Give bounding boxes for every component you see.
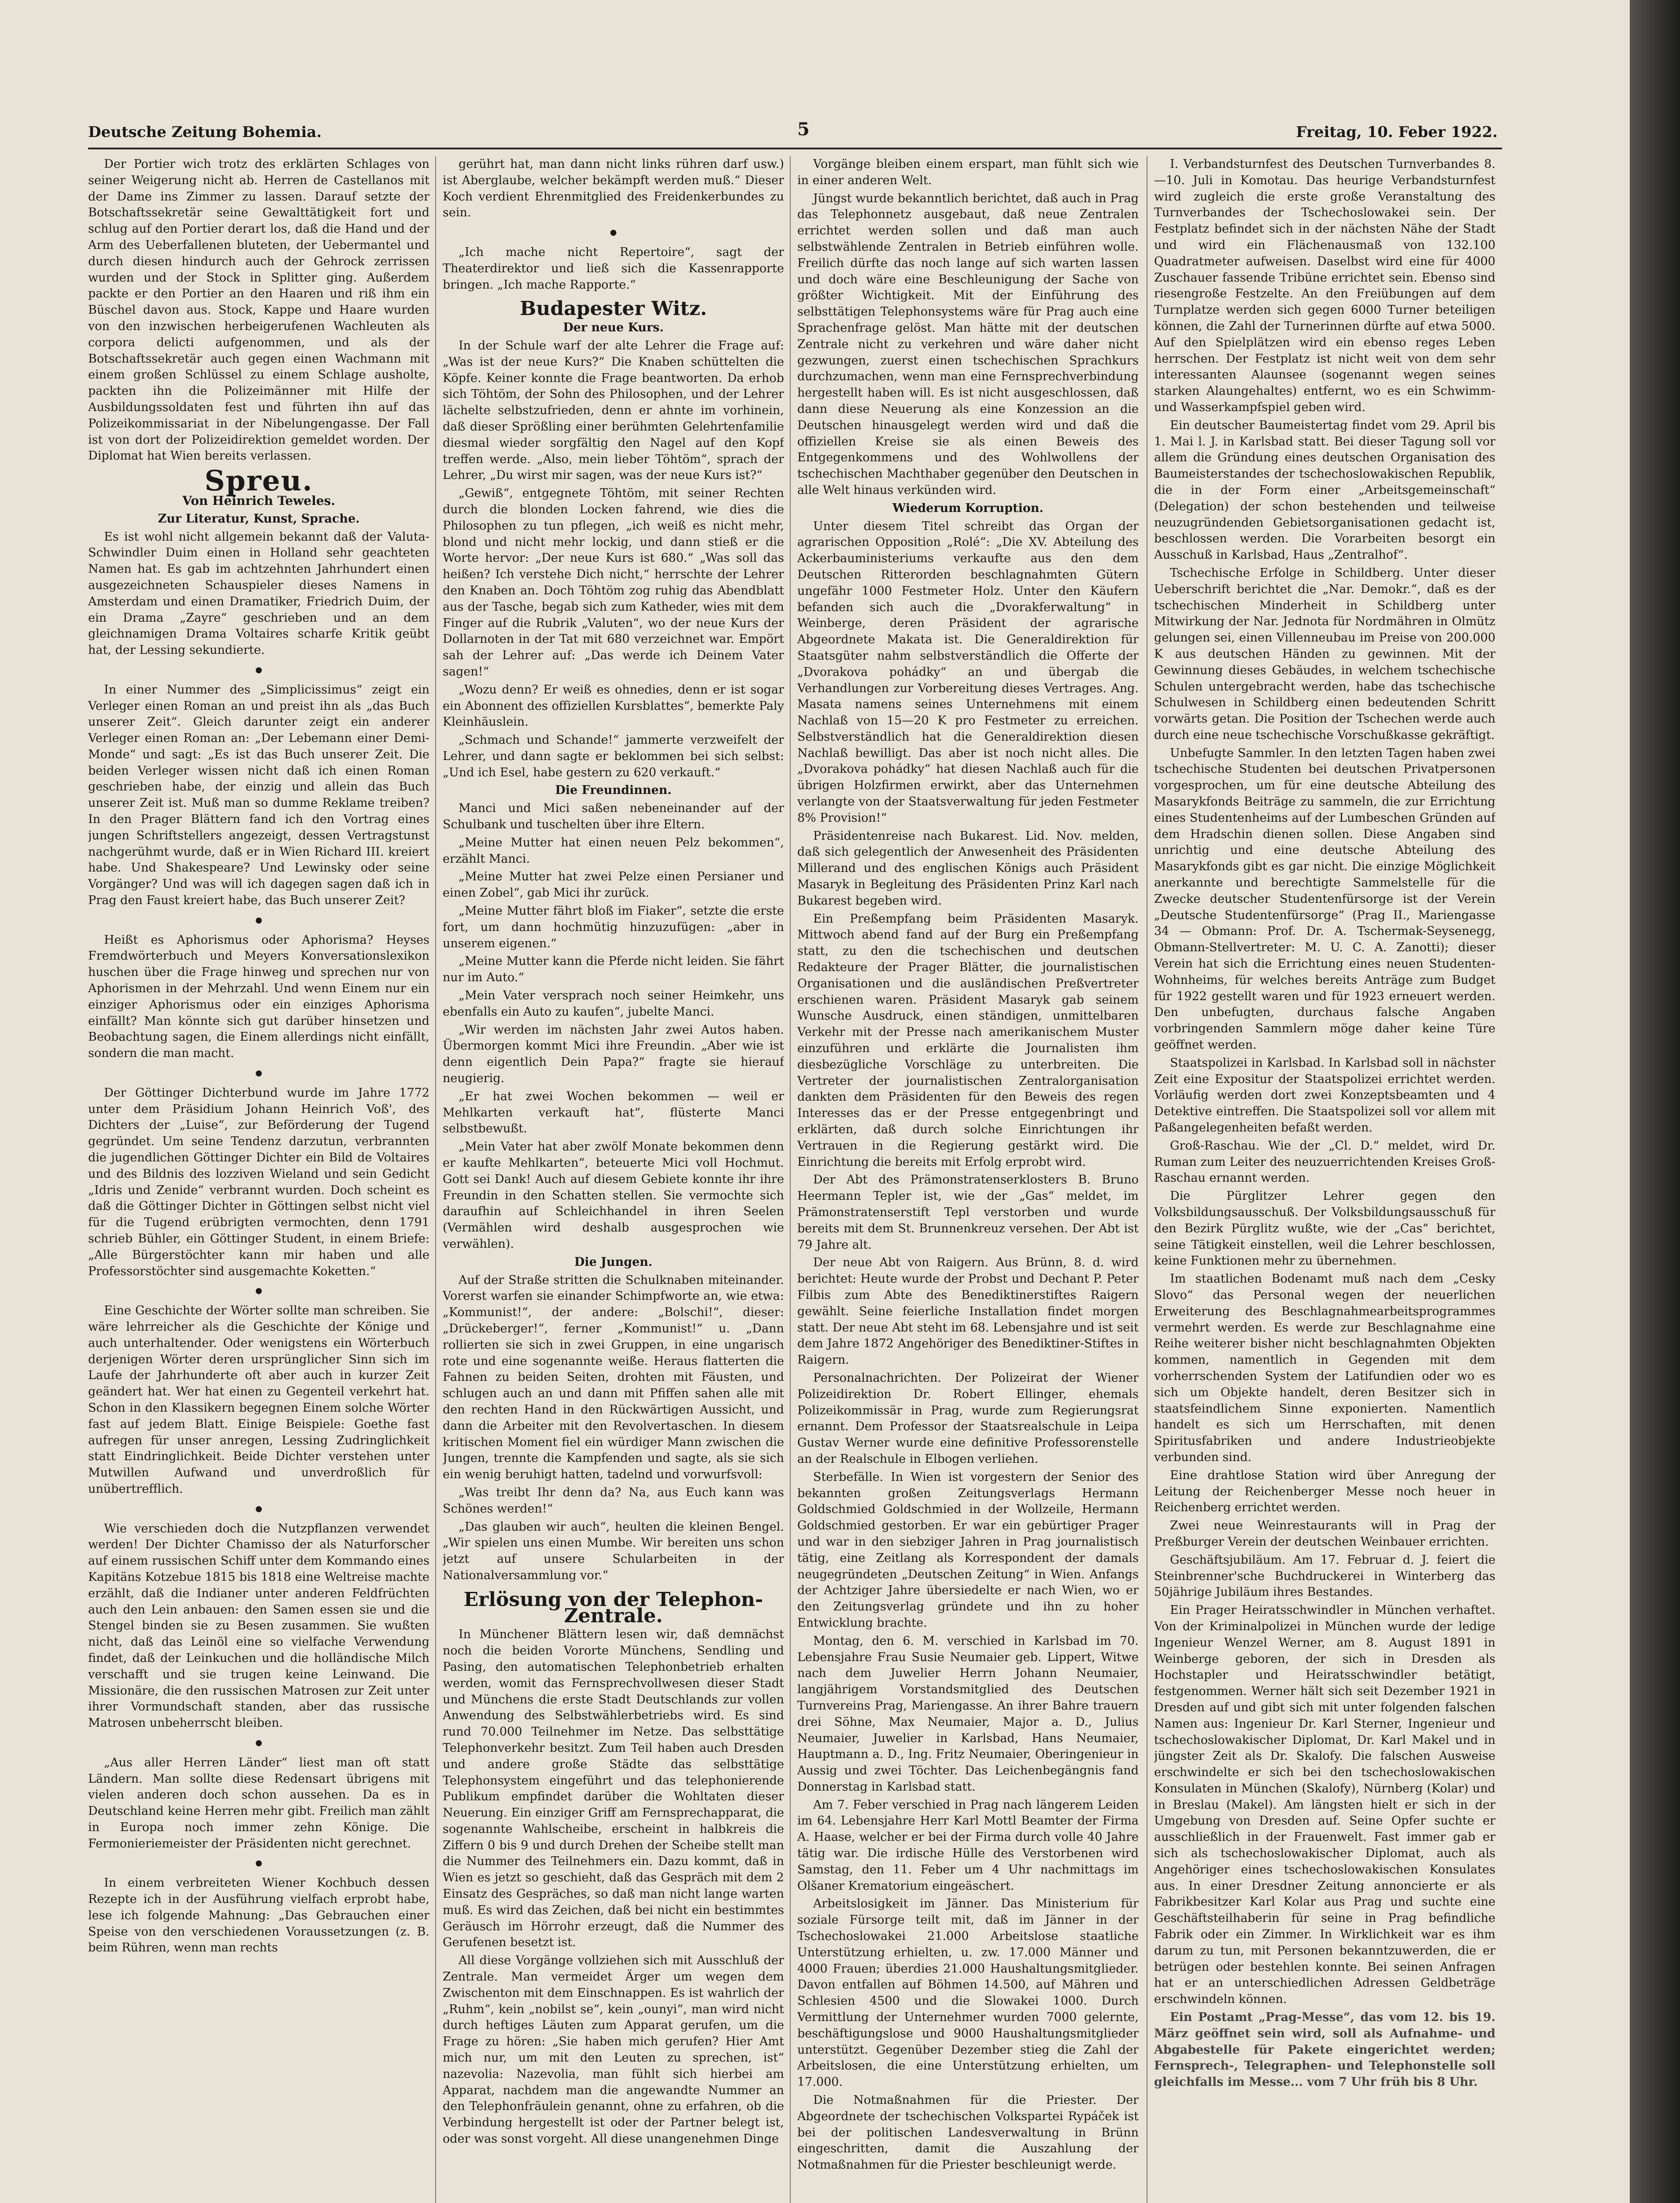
article-paragraph: Wie verschieden doch die Nutzpflanzen verwendet werden! Der Dichter Chamisso der als Naturforscher auf einem russischen Schiff unter dem Kommando eines Kapitäns Kotzebue 1815 bis 1818 eine Weltreise machte erzählt, daß die Indianer unter anderen Feldfrüchten auch den Lein anbauen: den Samen essen sie und die Stengel binden sie zu Besen zusammen. Sie wußten nicht, daß das Leinöl eine so vielfache Verwendung findet, daß der Leinkuchen und die holländische Milch verschafft und sie trugen keine Leinwand. Die Missionäre, die den russischen Matrosen zur Zeit unter ihrer Vormundschaft standen, aber das russische Matrosen unbeherrscht bleiben. [88, 1521, 429, 1730]
separator-dot: ● [255, 1858, 263, 1868]
article-paragraph: Unbefugte Sammler. In den letzten Tagen haben zwei tschechische Studenten bei deutschen Privatpersonen vorgesprochen, um für eine deutsche Abteilung des Masarykfonds Beiträge zu sammeln, die zur Errichtung eines Studentenheims auf der Lumbeschen Gründen auf dem Hradschin dienen sollen. Diese Angaben sind unrichtig und eine deutsche Abteilung des Masarykfonds gibt es gar nicht. Die einzige Möglichkeit anerkannte und berechtigte Sammelstelle für die Zwecke deutscher Studentenfürsorge ist der Verein „Deutsche Studentenfürsorge“ (Prag II., Mariengasse 34 — Obmann: Prof. Dr. A. Tschermak-Seysenegg, Obmann-Stellvertreter: M. U. C. A. Zanotti); dieser Verein hat sich die Errichtung eines neuen Studenten-Wohnheims, für welches bereits Anträge zum Budget für 1922 gestellt waren und für 1923 erneuert werden. Den unbefugten, durchaus falsche Angaben vorbringenden Sammlern möge daher keine Türe geöffnet werden. [1154, 746, 1495, 1052]
separator-dot: ● [255, 915, 263, 925]
article-title-witz: Budapester Witz. [520, 297, 707, 320]
article-paragraph: Eine Geschichte der Wörter sollte man schreiben. Sie wäre lehrreicher als die Geschichte der Könige und auch unterhaltender. Oder wenigstens ein Wörterbuch derjenigen Wörter deren ursprünglicher Sinn sich im Laufe der Jahrhunderte oft aber auch in kurzer Zeit geändert hat. Wer hat einen zu Gegenteil verkehrt hat. Schon in den Klassikern begegnen Einem solche Wörter fast auf jedem Blatt. Einige Beispiele: Goethe fast aufregen für unser anregen, Lessing Zudringlichkeit statt Eindringlichkeit. Beide Dichter verstehen unter Mutwillen Aufwand und unverdroßlich für unübertrefflich. [88, 1304, 429, 1496]
article-paragraph: Es ist wohl nicht allgemein bekannt daß der Valuta-Schwindler Duim einen in Holland sehr geachteten Namen hat. Es gab im achtzehnten Jahrhundert einen ausgezeichneten Schauspieler dieses Namens in Amsterdam und einen Dramatiker, Friedrich Duim, der ein Drama „Zayre“ geschrieben und an dem gleichnamigen Drama Voltaires scharfe Kritik geübt hat, der Lessing sekundierte. [88, 530, 429, 657]
article-paragraph: „Ich mache nicht Repertoire“, sagt der Theaterdirektor und ließ sich die Kassenrapporte bringen. „Ich mache Rapporte.“ [443, 245, 784, 292]
article-paragraph: „Mein Vater hat aber zwölf Monate bekommen denn er kaufte Mehlkarten“, beteuerte Mici voll Hochmut. Gott sei Dank! Auch auf diesem Gebiete konnte ihr ihre Freundin in den Schatten stellen. Sie vermochte sich daraufhin auf Schleichhandel in ihren Seelen (Vermählen wird deshalb ausgesprochen wie verwählen). [443, 1140, 784, 1251]
separator-dot: ● [255, 1738, 263, 1747]
article-paragraph: Sterbefälle. In Wien ist vorgestern der Senior des bekannten großen Zeitungsverlags Hermann Goldschmied Goldschmied in der Wollzeile, Hermann Goldschmied gestorben. Er war ein gebürtiger Prager und war in den siebziger Jahren in Prag journalistisch tätig, eine Zeitlang als Korrespondent der damals neugegründeten „Deutschen Zeitung“ in Wien. Anfangs der Achtziger Jahre übersiedelte er nach Wien, wo er den Zeitungsverlag gründete und ihn zu hoher Entwicklung brachte. [797, 1470, 1139, 1630]
article-paragraph: „Mein Vater versprach noch seiner Heimkehr, uns ebenfalls ein Auto zu kaufen“, jubelte Manci. [443, 989, 784, 1019]
article-paragraph: Die Notmaßnahmen für die Priester. Der Abgeordnete der tschechischen Volkspartei Rypáček ist bei der politischen Landesverwaltung in Brünn eingeschritten, damit die Auszahlung der Notmaßnahmen für die Priester beschleunigt werde. [797, 2093, 1139, 2172]
newspaper-name: Deutsche Zeitung Bohemia. [88, 123, 322, 141]
article-paragraph: Geschäftsjubiläum. Am 17. Februar d. J. feiert die Steinbrenner'sche Buchdruckerei in Winterberg das 50jährige Jubiläum ihres Bestandes. [1154, 1553, 1495, 1599]
article-paragraph: Auf der Straße stritten die Schulknaben miteinander. Vorerst warfen sie einander Schimpfworte an, wie etwa: „Kommunist!“, der andere: „Bolschi!“, dieser: „Drückeberger!“, ferner „Kommunist!“ u. „Dann rollierten sie sich in zwei Gruppen, in eine ungarisch rote und eine sogenannte weiße. Heraus flatterten die Fahnen zu beiden Seiten, drohten mit Fäusten, und schlugen auch an und dann mit Pfiffen sahen alle mit den rechten Hand in den Rückwärtigen Aussicht, und dann die Arbeiter mit den Revolvertaschen. In diesem kritischen Moment fiel ein würdiger Mann zwischen die Jungen, trennte die Kampfenden und sagte, als sie sich ein wenig beruhigt hatten, tadelnd und vorwurfsvoll: [443, 1273, 784, 1482]
article-paragraph: „Gewiß“, entgegnete Töhtöm, mit seiner Rechten durch die blonden Locken fahrend, wie dies die Philosophen zu tun pflegen, „ich weiß es nicht mehr, blond und nicht mehr lockig, und dann stieß er die Worte hervor: „Der neue Kurs ist 680.“ „Was soll das heißen? Ich verstehe Dich nicht,“ herrschte der Lehrer den Knaben an. Doch Töhtöm zog ruhig das Abendblatt aus der Tasche, begab sich zum Katheder, wies mit dem Finger auf die Rubrik „Valuten“, wo der neue Kurs der Dollarnoten in der Tat mit 680 verzeichnet war. Empört sah der Lehrer auf: „Das werde ich Deinem Vater sagen!“ [443, 486, 784, 679]
article-paragraph: Unter diesem Titel schreibt das Organ der agrarischen Opposition „Rolé“: „Die XV. Abteilung des Ackerbauministeriums verkaufte aus den dem Deutschen Ritterorden beschlagnahmten Gütern ungefähr 1000 Festmeter Holz. Unter den Käufern befanden sich auch die „Dvorakferwaltung“ in Weinberge, deren Präsident der agrarische Abgeordnete Makata ist. Die Generaldirektion für Staatsgüter nahm selbstverständlich die Offerte der „Dvorakova pohádky“ an und übergab die Verhandlungen zur Vorbereitung dieses Vertrages. Ang. Masata namens seines Unternehmens mit einem Nachlaß von 15—20 K pro Festmeter zu erreichen. Selbstverständlich hat die Generaldirektion diesen Nachlaß bewilligt. Das aber ist noch nicht alles. Die „Dvorakova pohádky“ hat diesen Nachlaß auch für die übrigen Holzfirmen erwirkt, aber das Unternehmen verlangte von der Staatsverwaltung für jeden Festmeter 8% Provision!“ [797, 519, 1139, 825]
article-paragraph: All diese Vorgänge vollziehen sich mit Ausschluß der Zentrale. Man vermeidet Ärger um wegen dem Zwischenton mit dem Einschnappen. Es ist wahrlich der „Ruhm“, kein „nobilst se“, kein „ounyi“, man wird nicht durch heftiges Läuten zum Apparat gerufen, um die Frage zu hören: „Sie haben mich gerufen? Hier Amt mich nur, um mit den Leuten zu sprechen, ist“ nazevolia: Nazevolia, man fühlt sich hierbei am Apparat, nachdem man die angewandte Nummer an den Telephonfräulein genannt, ohne zu erfahren, ob die Verbindung hergestellt ist oder der Partner belegt ist, oder was sonst vorgeht. All diese unangenehmen Dinge [443, 1954, 784, 2146]
article-paragraph: Vorgänge bleiben einem erspart, man fühlt sich wie in einer anderen Welt. [797, 157, 1139, 187]
page-number: 5 [797, 119, 810, 140]
article-paragraph: In einer Nummer des „Simplicissimus“ zeigt ein Verleger einen Roman an und preist ihn als „das Buch unserer Zeit“. Gleich darunter zeigt ein anderer Verleger einen Roman an: „Der Lebemann einer Demi-Monde“ und sagt: „Es ist das Buch unserer Zeit. Die beiden Verleger wissen nicht daß ich einen Roman geschrieben habe, der einzig und allein das Buch unserer Zeit ist. Muß man so dumme Reklame treiben? In den Prager Blättern fand ich den Vortrag eines jungen Schriftstellers angezeigt, dessen Vertragstunst nachgerühmt wurde, daß er in Wien Richard III. kreiert habe. Und Shakespeare? Und Lewinsky oder seine Vorgänger? Und was will ich dagegen sagen daß ich in Prag den Faust kreiert habe, das Buch unserer Zeit? [88, 682, 429, 908]
article-paragraph: Arbeitslosigkeit im Jänner. Das Ministerium für soziale Fürsorge teilt mit, daß im Jänner in der Tschechoslowakei 21.000 Arbeitslose staatliche Unterstützung erhielten, u. zw. 17.000 Männer und 4000 Frauen; überdies 21.000 Haushaltungsmitglieder. Davon entfallen auf Böhmen 14.500, auf Mähren und Schlesien 4500 und die Slowakei 1000. Durch Vermittlung der Unternehmer wurden 7000 gelernte, beschäftigungslose und 9000 Haushaltungsmitglieder unterstützt. Gegenüber Dezember stieg die Zahl der Arbeitslosen, die eine Unterstützung erhielten, um 17.000. [797, 1897, 1139, 2089]
article-paragraph: „Was treibt Ihr denn da? Na, aus Euch kann was Schönes werden!“ [443, 1485, 784, 1516]
article-paragraph: „Meine Mutter hat zwei Pelze einen Persianer und einen Zobel“, gab Mici ihr zurück. [443, 870, 784, 900]
article-paragraph: Die Pürglitzer Lehrer gegen den Volksbildungsausschuß. Der Volksbildungsausschuß für den Bezirk Pürglitz wußte, wie der „Cas“ berichtet, seine Tätigkeit einstellen, weil die Lehrer beschlossen, keine Funktionen mehr zu übernehmen. [1154, 1189, 1495, 1268]
article-paragraph: Präsidentenreise nach Bukarest. Lid. Nov. melden, daß sich gelegentlich der Anwesenheit des Präsidenten Millerand und des englischen Königs auch Präsident Masaryk in Begleitung des Präsidenten Prinz Karl nach Bukarest begeben wird. [797, 829, 1139, 908]
article-paragraph: Am 7. Feber verschied in Prag nach längerem Leiden im 64. Lebensjahre Herr Karl Mottl Beamter der Firma A. Haase, welcher er bei der Firma durch volle 40 Jahre tätig war. Die irdische Hülle des Verstorbenen wird Samstag, den 11. Feber um 4 Uhr nachmittags im Olšaner Krematorium eingeäschert. [797, 1798, 1139, 1893]
column-2 [443, 156, 784, 2203]
article-paragraph: Der neue Abt von Raigern. Aus Brünn, 8. d. wird berichtet: Heute wurde der Probst und Dechant P. Peter Filbis zum Abte des Benediktinerstiftes Raigern gewählt. Seine feierliche Installation findet morgen statt. Der neue Abt steht im 68. Lebensjahre und ist seit dem Jahre 1872 Angehöriger des Benediktiner-Stiftes in Raigern. [797, 1256, 1139, 1367]
issue-date: Freitag, 10. Feber 1922. [1296, 123, 1498, 141]
article-paragraph: Zwei neue Weinrestaurants will in Prag der Preßburger Verein der deutschen Weinbauer errichten. [1154, 1519, 1495, 1549]
article-paragraph: Im staatlichen Bodenamt muß nach dem „Cesky Slovo“ das Personal wegen der neuerlichen Erweiterung des Beschlagnahmearbeitsprogrammes vermehrt werden. Es werde zur Beschlagnahme eine Reihe weiterer bisher nicht beschlagnahmten Objekten kommen, namentlich in Gegenden mit dem vorherrschenden System der Latifundien oder wo es sich um Objekte handelt, deren Besitzer sich in staatsfeindlichem Sinne exponierten. Namentlich handelt es sich um Herrschaften, mit denen Spiritusfabriken und andere Industrieobjekte verbunden sind. [1154, 1272, 1495, 1464]
article-paragraph: Ein Postamt „Prag-Messe“, das vom 12. bis 19. März geöffnet sein wird, soll als Aufnahme- und Abgabestelle für Pakete eingerichtet werden; Fernsprech-, Telegraphen- und Telephonstelle soll gleichfalls im Messe... vom 7 Uhr früh bis 8 Uhr. [1154, 2010, 1495, 2089]
article-paragraph: Der Abt des Prämonstratenserklosters B. Bruno Heermann Tepler ist, wie der „Gas“ meldet, im Prämonstratenserstift Tepl verstorben und wurde bereits mit dem St. Brunnenkreuz versehen. Der Abt ist 79 Jahre alt. [797, 1173, 1139, 1252]
separator-dot: ● [255, 665, 263, 675]
article-paragraph: „Wir werden im nächsten Jahr zwei Autos haben. Übermorgen kommt Mici ihre Freundin. „Aber wie ist denn eigentlich Dein Papa?“ fragte sie hierauf neugierig. [443, 1023, 784, 1086]
article-paragraph: Eine drahtlose Station wird über Anregung der Leitung der Reichenberger Messe noch heuer in Reichenberg errichtet werden. [1154, 1468, 1495, 1515]
article-subtitle: Die Jungen. [574, 1255, 653, 1269]
article-paragraph: „Meine Mutter kann die Pferde nicht leiden. Sie fährt nur im Auto.“ [443, 954, 784, 985]
separator-dot: ● [255, 1068, 263, 1078]
header-rule [88, 148, 1502, 149]
article-paragraph: „Schmach und Schande!“ jammerte verzweifelt der Lehrer, und dann sagte er beklommen bei sich selbst: „Und ich Esel, habe gestern zu 620 verkauft.“ [443, 733, 784, 779]
article-paragraph: Jüngst wurde bekanntlich berichtet, daß auch in Prag das Telephonnetz ausgebaut, daß neue Zentralen errichtet werden sollen und daß man auch selbstwählende Zentralen in Betrieb einführen wolle. Freilich dürfte das noch lange auf sich warten lassen und doch wäre eine Beschleunigung der Sache von größter Wichtigkeit. Mit der Einführung des selbsttätigen Telephonsystems wäre für Prag auch eine Sprachenfrage gelöst. Man hätte mit der deutschen Zentrale nicht zu verkehren und wäre daher nicht gezwungen, zuerst einen tschechischen Sprachkurs durchzumachen, wenn man eine Fernsprechverbindung hergestellt haben will. Es ist nicht ausgeschlossen, daß dann diese Neuerung als eine Konzession an die Deutschen hinausgelegt werden wird und daß die offiziellen Kreise sie als einen Beweis des Entgegenkommens und des Wohlwollens der tschechischen Machthaber gegenüber den Deutschen in alle Welt hinaus verkünden wird. [797, 191, 1139, 497]
article-subtitle: Zur Literatur, Kunst, Sprache. [158, 512, 360, 526]
article-paragraph: In der Schule warf der alte Lehrer die Frage auf: „Was ist der neue Kurs?“ Die Knaben schüttelten die Köpfe. Keiner konnte die Frage beantworten. Da erhob sich Töhtöm, der Sohn des Philosophen, und der Lehrer lächelte selbstzufrieden, denn er ahnte im vorhinein, daß dieser Sprößling einer berühmten Gelehrtenfamilie diesmal wieder sorgfältig den Nagel auf den Kopf treffen werde. „Also, mein lieber Töhtöm“, sprach der Lehrer, „Du wirst mir sagen, was der neue Kurs ist?“ [443, 338, 784, 482]
article-paragraph: Der Göttinger Dichterbund wurde im Jahre 1772 unter dem Präsidium Johann Heinrich Voß', des Dichters der „Luise“, zur Beförderung der Tugend gegründet. Um seine Tendenz darzutun, verbrannten die jugendlichen Göttinger Dichter ein Bild de Voltaires und des Bildnis des lozziven Wieland und sein Gedicht „Idris und Zenide“ verbrannt wurden. Doch scheint es daß die Göttinger Dichter in Göttingen selbst nicht viel für die Tugend erübrigten vermochten, denn 1791 schrieb Bühler, ein Göttinger Student, in einem Briefe: „Alle Bürgerstöchter kann mir haben und alle Professorstöchter sind ausgemachte Koketten.“ [88, 1086, 429, 1278]
article-paragraph: „Er hat zwei Wochen bekommen — weil er Mehlkarten verkauft hat“, flüsterte Manci selbstbewußt. [443, 1089, 784, 1136]
article-byline: Von Heinrich Teweles. [182, 493, 336, 508]
article-paragraph: „Das glauben wir auch“, heulten die kleinen Bengel. „Wir spielen uns einen Mumbe. Wir bereiten uns schon jetzt auf unsere Schularbeiten in der Nationalversammlung vor.“ [443, 1520, 784, 1582]
article-title-spreu: Spreu. [204, 464, 313, 498]
article-paragraph: Ein Preßempfang beim Präsidenten Masaryk. Mittwoch abend fand auf der Burg ein Preßempfang statt, zu den die tschechischen und deutschen Redakteure der Prager Blätter, die journalistischen Organisationen und die ausländischen Preßvertreter erschienen waren. Präsident Masaryk gab seinem Wunsche Ausdruck, einen ständigen, unmittelbaren Verkehr mit der Presse nach amerikanischem Muster einzuführen und erklärte die Journalisten ihm diesbezügliche Vorschläge zu unterbreiten. Die Vertreter der journalistischen Zentralorganisation dankten dem Präsidenten für den Beweis des regen Interesses das er der Presse entgegenbringt und erklärten, daß durch solche Einrichtungen ihr Vertrauen in die Regierung gestärkt wird. Die Einrichtung die bereits mit Erfolg erprobt wird. [797, 912, 1139, 1169]
article-paragraph: Ein Prager Heiratsschwindler in München verhaftet. Von der Kriminalpolizei in München wurde der ledige Ingenieur Wenzel Werner, am 8. August 1891 in Weinberge geboren, der sich in Dresden als Hochstapler und Heiratsschwindler betätigt, festgenommen. Werner hält sich seit Dezember 1921 in Dresden auf und gibt sich mit unter folgenden falschen Namen aus: Ingenieur Dr. Karl Sterner, Ingenieur und tschechoslowakischer Diplomat, Dr. Karl Makel und in jüngster Zeit als Dr. Skalofy. Die falschen Ausweise erschwindelte er sich bei den tschechoslowakischen Konsulaten in München (Skalofy), Nürnberg (Kolar) und in Breslau (Makel). Am längsten hielt er sich in der Umgebung von Dresden auf. Seine Opfer suchte er ausschließlich in der Frauenwelt. Fast immer gab er sich als tschechoslowakischer Diplomat, auch als Angehöriger eines tschechoslowakischen Konsulates aus. In einer Dresdner Zeitung annoncierte er als Fabrikbesitzer Karl Kolar aus Prag und suchte eine Geschäftsteilhaberin für seine in Prag befindliche Fabrik oder ein Zimmer. In Wirklichkeit war es ihm darum zu tun, mit Personen bekanntzuwerden, die er betrügen oder bestehlen konnte. Bei seinen Anfragen hat er an unterschiedlichen Adressen Geldbeträge erschwindeln können. [1154, 1603, 1495, 2006]
article-paragraph: Tschechische Erfolge in Schildberg. Unter dieser Ueberschrift berichtet die „Nar. Demokr.“, daß es der tschechischen Minderheit in Schildberg unter Mitwirkung der Nar. Jednota für Nordmähren in Olmütz gelungen sei, einen Villenneubau im Preise von 200.000 K aus deutschen Händen zu gewinnen. Mit der Gewinnung dieses Gebäudes, in welchem tschechische Schulen untergebracht werden, habe das tschechische Schulwesen in Schildberg einen bedeutenden Schritt vorwärts getan. Die Position der Tschechen werde auch durch eine neue tschechische Vorschußkasse gekräftigt. [1154, 566, 1495, 742]
column-4 [1154, 156, 1495, 2203]
article-text: Der Portier wich trotz des erklärten Schlages von seiner Weigerung nicht ab. Herren de Castellanos mit der Dame ins Zimmer zu lassen. Darauf setzte der Botschaftssekretär seine Gewalttätigkeit fort und schlug auf den Portier derart los, daß die Hand und der Arm des Ueberfallenen bluteten, der Uebermantel und durch diesen hindurch auch der Gehrock zerrissen wurden und der Stock in Splitter ging. Außerdem packte er den Portier an den Haaren und riß ihm ein Büschel davon aus. Stock, Kappe und Haare wurden von den inzwischen herbeigerufenen Wachleuten als corpora delicti aufgenommen, und als der Botschaftssekretär auch gegen einen Wachmann mit einem großen Schlüssel zu einem Schlage ausholte, packten ihn die Polizeimänner mit Hilfe der Ausbildungssoldaten fest und führten ihn auf das Polizeikommissariat in der Nibelungengasse. Der Fall ist von dort der Polizeidirektion gemeldet worden. Der Diplomat hat Wien bereits verlassen. [88, 157, 429, 463]
page-edge-shadow [1630, 0, 1680, 2203]
article-paragraph: In einem verbreiteten Wiener Kochbuch dessen Rezepte ich in der Ausführung vielfach erprobt habe, lese ich folgende Mahnung: „Das Gebrauchen einer Speise von den verschiedenen Voraussetzungen (z. B. beim Rühren, wenn man rechts [88, 1876, 429, 1955]
article-paragraph: Staatspolizei in Karlsbad. In Karlsbad soll in nächster Zeit eine Expositur der Staatspolizei errichtet werden. Vorläufig werden dort zwei Konzeptsbeamten und 4 Detektive eintreffen. Die Staatspolizei soll vor allem mit Paßangelegenheiten befaßt werden. [1154, 1056, 1495, 1135]
article-paragraph: In Münchener Blättern lesen wir, daß demnächst noch die beiden Vororte Münchens, Sendling und Pasing, den automatischen Telephonbetrieb erhalten werden, womit das Fernsprechvollwesen dieser Stadt und Münchens die erste Stadt Deutschlands zur vollen Anwendung des Selbstwählerbetriebs wird. Es sind rund 70.000 Teilnehmer im Netze. Das selbsttätige Telephonverkehr besitzt. Zum Teil haben auch Dresden und andere große Städte das selbsttätige Telephonsystem eingeführt und das telephonierende Publikum empfindet darüber die Wohltaten dieser Neuerung. Ein einziger Griff am Fernsprechapparat, die sogenannte Wahlscheibe, erscheint in halbkreis die Ziffern 0 bis 9 und durch Drehen der Scheibe stellt man die Nummer des Teilnehmers ein. Dazu kommt, daß in Wien es jetzt so geschieht, daß das Gespräch mit dem 2 Einsatz des Gespräches, so daß man nicht lange warten muß. Es wird das Zeichen, daß bei nicht ein bestimmtes Geräusch im Hörrohr erzeugt, daß die Nummer des Gerufenen besetzt ist. [443, 1628, 784, 1950]
separator-dot: ● [255, 1286, 263, 1296]
article-paragraph: „Aus aller Herren Länder“ liest man oft statt Ländern. Man sollte diese Redensart übrigens mit vielen anderen doch schon aussehen. Da es in Deutschland keine Herren mehr gibt. Freilich man zählt in Europa noch immer zehn Könige. Die Fermonieriemeister der Präsidenten nicht gerechnet. [88, 1755, 429, 1851]
article-paragraph: „Wozu denn? Er weiß es ohnedies, denn er ist sogar ein Abonnent des offiziellen Kursblattes“, bemerkte Paly Kleinhäuslein. [443, 682, 784, 729]
article-paragraph: Personalnachrichten. Der Polizeirat der Wiener Polizeidirektion Dr. Robert Ellinger, ehemals Polizeikommissär in Prag, wurde zum Regierungsrat ernannt. Dem Professor der Staatsrealschule in Leipa Gustav Werner wurde eine definitive Professorenstelle an der Realschule in Elbogen verliehen. [797, 1371, 1139, 1466]
column-divider [790, 156, 791, 2203]
separator-dot: ● [610, 228, 617, 237]
article-paragraph: Groß-Raschau. Wie der „Cl. D.“ meldet, wird Dr. Ruman zum Leiter des neuzuerrichtenden Kreises Groß-Raschau ernannt werden. [1154, 1139, 1495, 1185]
column-3 [797, 156, 1139, 2203]
article-paragraph: „Meine Mutter fährt bloß im Fiaker“, setzte die erste fort, um dann hochmütig hinzuzufügen: „aber in unserem eigenen.“ [443, 904, 784, 950]
article-paragraph: I. Verbandsturnfest des Deutschen Turnverbandes 8.—10. Juli in Komotau. Das heurige Verbandsturnfest wird zugleich die erste große Veranstaltung des Turnverbandes der Tschechoslowakei sein. Der Festplatz befindet sich in der nächsten Nähe der Stadt und wird ein Flächenausmaß von 132.100 Quadratmeter aufweisen. Daselbst wird eine für 4000 Zuschauer fassende Tribüne errichtet sein. Ebenso sind riesengroße Festzelte. An den Freiübungen auf dem Turnplatze werden sich gegen 6000 Turner beteiligen können, die Zahl der Turnerinnen dürfte auf etwa 5000. Auf den Spielplätzen wird ein ebenso reges Leben herrschen. Der Festplatz ist nicht weit von dem sehr interessanten Alaunsee (sogenannt wegen seines starken Alaungehaltes) entfernt, wo es ein Schwimm- und Wasserkampfspiel geben wird. [1154, 157, 1495, 414]
column-1 [88, 156, 429, 2203]
page-header [88, 119, 1498, 150]
separator-dot: ● [255, 1504, 263, 1513]
article-paragraph: Montag, den 6. M. verschied in Karlsbad im 70. Lebensjahre Frau Susie Neumaier geb. Lippert, Witwe nach dem Juwelier Herrn Johann Neumaier, langjährigem Vorstandsmitglied des Deutschen Turnvereins Prag, Mariengasse. An ihrer Bahre trauern drei Söhne, Max Neumaier, Major a. D., Julius Neumaier, Juwelier in Karlsbad, Hans Neumaier, Hauptmann a. D., Ing. Fritz Neumaier, Oberingenieur in Aussig und zwei Töchter. Das Leichenbegängnis fand Donnerstag in Karlsbad statt. [797, 1634, 1139, 1794]
article-paragraph: Ein deutscher Baumeistertag findet vom 29. April bis 1. Mai l. J. in Karlsbad statt. Bei dieser Tagung soll vor allem die Gründung eines deutschen Organisation des Baumeisterstandes der tschechoslowakischen Republik, die in der Form einer „Arbeitsgemeinschaft“ (Delegation) der schon bestehenden und teilweise neuzugründenden Gebietsorganisationen gedacht ist, beschlossen werden. Die Vorarbeiten besorgt ein Ausschuß in Karlsbad, Haus „Zentralhof“. [1154, 418, 1495, 562]
article-title-telephon: Erlösung von der Telephon-Zentrale. [463, 1588, 763, 1627]
article-subtitle: Die Freundinnen. [555, 783, 672, 797]
article-paragraph: gerührt hat, man dann nicht links rühren darf usw.) ist Aberglaube, welcher bekämpft werden muß.“ Dieser Koch verdient Ehrenmitglied des Freidenkerbundes zu sein. [443, 157, 784, 220]
article-paragraph: Manci und Mici saßen nebeneinander auf der Schulbank und tuschelten über ihre Eltern. [443, 801, 784, 832]
column-divider [435, 156, 436, 2203]
article-subtitle: Der neue Kurs. [563, 321, 664, 335]
article-paragraph: Heißt es Aphorismus oder Aphorisma? Heyses Fremdwörterbuch und Meyers Konversationslexikon huschen über die Frage hinweg und sprechen nur von Aphorismen in der Mehrzahl. Und wenn Einem nur ein einziger Aphorismus oder ein einziges Aphorisma einfällt? Man könnte sich gut darüber hinsetzen und Beobachtung sagen, die Einem allerdings nicht einfällt, sondern die man macht. [88, 933, 429, 1061]
article-subtitle: Wiederum Korruption. [892, 501, 1044, 515]
article-paragraph: „Meine Mutter hat einen neuen Pelz bekommen“, erzählt Manci. [443, 835, 784, 866]
